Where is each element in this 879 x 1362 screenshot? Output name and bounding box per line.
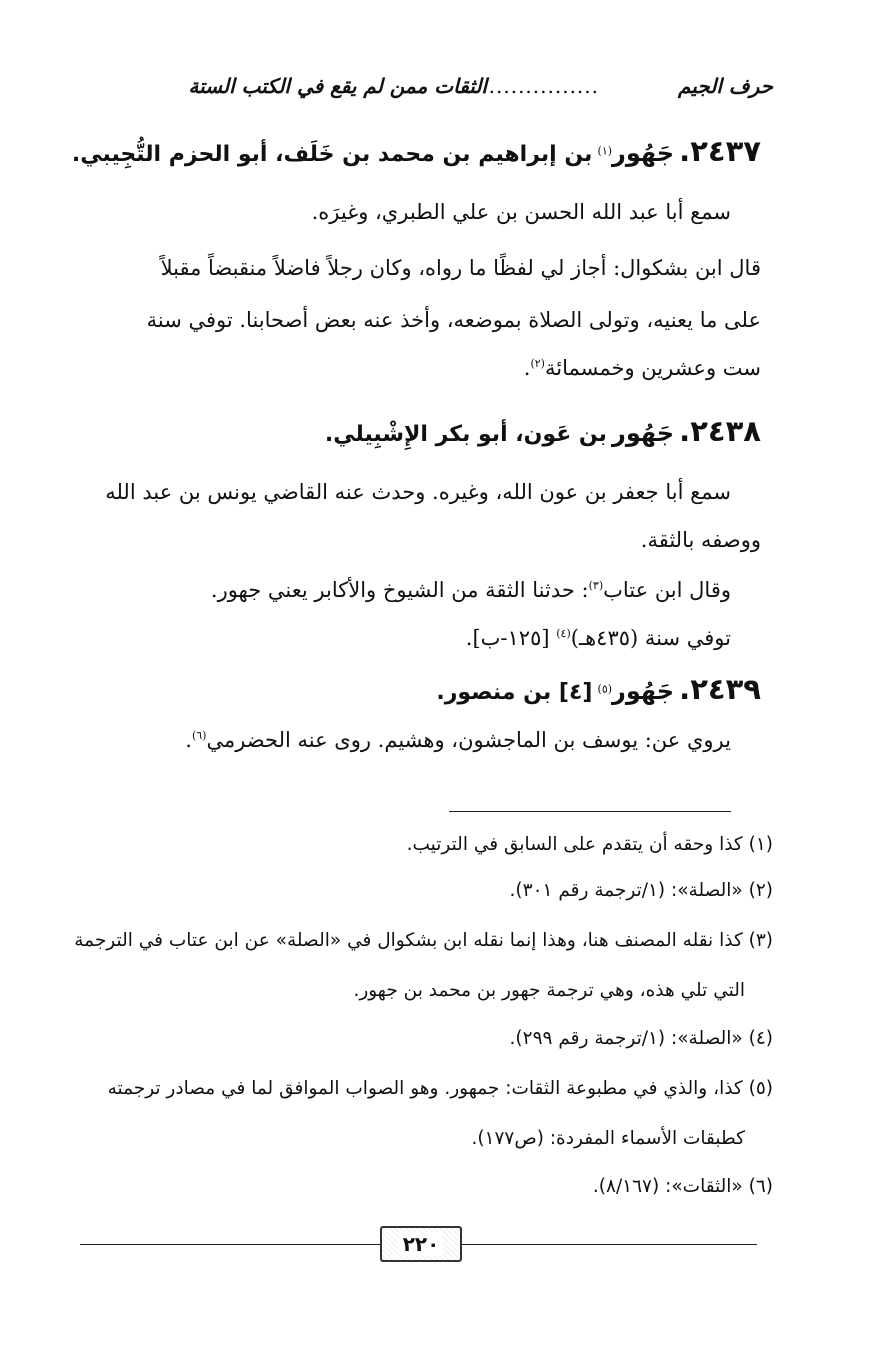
body-line: سمع أبا جعفر بن عون الله، وغيره. وحدث عنه القاضي يونس بن عبد الله bbox=[105, 480, 731, 504]
page-number-rule-left bbox=[80, 1244, 380, 1245]
footnote-3-continued: التي تلي هذه، وهي ترجمة جهور بن محمد بن جهور. bbox=[353, 980, 745, 1001]
body-text: [١٢٥-ب]. bbox=[465, 626, 557, 650]
body-line bbox=[466, 626, 731, 650]
entry-number: ٢٤٣٧. bbox=[679, 134, 761, 168]
footnote-5: (٥) كذا، والذي في مطبوعة الثقات: جمهور. وهو الصواب الموافق لما في مصادر ترجمته bbox=[107, 1078, 773, 1099]
body-text: . bbox=[185, 728, 192, 752]
running-header-chapter: حرف الجيم bbox=[678, 74, 773, 98]
footnote-1: (١) كذا وحقه أن يتقدم على السابق في الترتيب. bbox=[406, 834, 773, 855]
body-text: . bbox=[523, 356, 531, 380]
footnote-ref: (٢) bbox=[530, 357, 545, 370]
body-text: ست وعشرين وخمسمائة bbox=[544, 356, 761, 380]
entry-name: جَهُور bbox=[612, 419, 675, 447]
entry-number: ٢٤٣٨. bbox=[679, 414, 761, 448]
page-number: ٢٢٠ bbox=[399, 1232, 444, 1256]
entry-heading-2438 bbox=[325, 414, 761, 448]
entry-lineage: [٤] بن منصور. bbox=[436, 680, 593, 705]
footnote-ref: (٣) bbox=[588, 579, 604, 592]
entry-lineage: بن إبراهيم بن محمد بن خَلَف، أبو الحزم التُّجِيبي. bbox=[71, 142, 593, 167]
entry-name: جَهُور bbox=[612, 677, 675, 705]
entry-heading-2439 bbox=[436, 672, 761, 706]
body-text: وقال ابن عتاب bbox=[603, 578, 731, 602]
footnote-5-continued: كطبقات الأسماء المفردة: (ص١٧٧). bbox=[471, 1128, 745, 1149]
footnote-ref: (٦) bbox=[191, 729, 207, 742]
body-line: ووصفه بالثقة. bbox=[640, 528, 761, 552]
body-line bbox=[524, 356, 761, 380]
body-line: قال ابن بشكوال: أجاز لي لفظًا ما رواه، وكان رجلاً فاضلاً منقبضاً مقبلاً bbox=[160, 256, 761, 280]
footnote-2: (٢) «الصلة»: (١/ترجمة رقم ٣٠١). bbox=[509, 880, 773, 901]
body-text: توفي سنة (٤٣٥هـ) bbox=[570, 626, 731, 650]
footnote-4: (٤) «الصلة»: (١/ترجمة رقم ٢٩٩). bbox=[509, 1028, 773, 1049]
entry-name: جَهُور bbox=[612, 139, 675, 167]
body-line: على ما يعنيه، وتولى الصلاة بموضعه، وأخذ عنه بعض أصحابنا. توفي سنة bbox=[146, 308, 761, 332]
body-text: : حدثنا الثقة من الشيوخ والأكابر يعني جهور. bbox=[210, 578, 589, 602]
footnote-3: (٣) كذا نقله المصنف هنا، وهذا إنما نقله ابن بشكوال في «الصلة» عن ابن عتاب في الترجمة bbox=[74, 930, 773, 951]
body-line bbox=[211, 578, 731, 602]
body-text: يروي عن: يوسف بن الماجشون، وهشيم. روى عنه الحضرمي bbox=[206, 728, 731, 752]
footnote-ref: (٥) bbox=[597, 682, 613, 696]
running-header-book-title: الثقات ممن لم يقع في الكتب الستة bbox=[188, 74, 487, 98]
running-header-leader-dots: ................... bbox=[459, 74, 599, 98]
entry-heading-2437 bbox=[72, 134, 761, 168]
page-number-rule-right bbox=[462, 1244, 757, 1245]
body-line: سمع أبا عبد الله الحسن بن علي الطبري، وغيرَه. bbox=[311, 200, 731, 224]
entry-lineage: بن عَون، أبو بكر الإِشْبِيلي. bbox=[324, 422, 607, 447]
page-number-frame bbox=[380, 1226, 462, 1262]
footnote-ref: (٤) bbox=[556, 627, 571, 640]
footnote-separator bbox=[449, 811, 731, 812]
entry-number: ٢٤٣٩. bbox=[679, 672, 761, 706]
footnote-ref: (١) bbox=[597, 144, 613, 158]
footnote-6: (٦) «الثقات»: (٨/١٦٧). bbox=[592, 1176, 773, 1197]
body-line bbox=[185, 728, 731, 752]
